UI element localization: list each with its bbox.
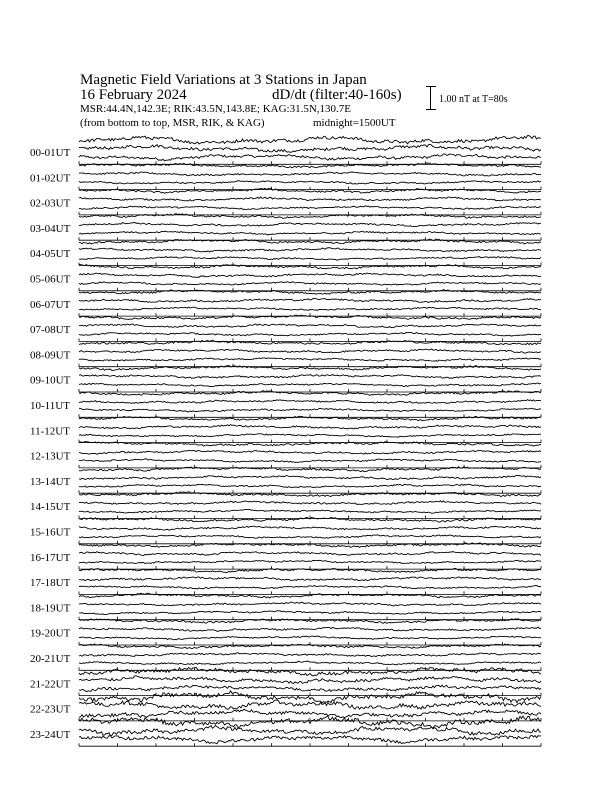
- trace-rik: [79, 400, 541, 404]
- trace-msr: [79, 181, 541, 184]
- chart-title: Magnetic Field Variations at 3 Stations in Japan: [80, 72, 367, 88]
- trace-rik: [79, 676, 541, 684]
- hour-label: 21-22UT: [30, 678, 71, 691]
- trace-rik: [79, 248, 541, 252]
- hour-label: 04-05UT: [30, 248, 71, 261]
- hour-label: 10-11UT: [30, 400, 70, 412]
- hour-label: 17-18UT: [30, 577, 71, 590]
- trace-msr: [79, 358, 541, 361]
- trace-rik: [79, 653, 541, 657]
- trace-msr: [79, 560, 541, 563]
- trace-msr: [79, 535, 541, 538]
- trace-rik: [79, 501, 541, 505]
- station-coordinates: MSR:44.4N,142.3E; RIK:43.5N,143.8E; KAG:31.5N,130.7E: [80, 103, 352, 115]
- trace-msr: [79, 332, 541, 336]
- hour-label: 12-13UT: [30, 450, 71, 463]
- trace-kag: [79, 136, 541, 144]
- trace-rik: [79, 349, 541, 353]
- trace-rik: [79, 450, 541, 454]
- trace-rik: [79, 552, 541, 556]
- trace-msr: [79, 709, 541, 718]
- hour-label: 19-20UT: [30, 627, 71, 640]
- trace-msr: [79, 282, 541, 286]
- trace-rik: [79, 273, 541, 277]
- hour-label: 15-16UT: [30, 526, 71, 539]
- trace-msr: [79, 408, 541, 412]
- trace-rik: [79, 375, 541, 379]
- trace-msr: [79, 611, 541, 615]
- trace-msr: [79, 585, 541, 588]
- midnight-note: midnight=1500UT: [313, 117, 396, 129]
- trace-msr: [79, 685, 541, 692]
- trace-rik: [79, 172, 541, 176]
- trace-rik: [79, 577, 541, 581]
- trace-rik: [79, 526, 541, 530]
- trace-rik: [79, 197, 541, 201]
- trace-msr: [79, 661, 541, 665]
- trace-msr: [79, 231, 541, 235]
- trace-rik: [79, 475, 541, 479]
- trace-rik: [79, 299, 541, 303]
- hour-label: 18-19UT: [30, 602, 71, 615]
- trace-kag: [79, 716, 541, 728]
- trace-rik: [79, 700, 541, 709]
- hour-label: 07-08UT: [30, 324, 71, 337]
- trace-msr: [79, 434, 541, 437]
- hour-label: 14-15UT: [30, 501, 71, 514]
- hour-label: 20-21UT: [30, 653, 71, 665]
- trace-rik: [79, 144, 541, 152]
- trace-rik: [79, 726, 541, 736]
- hour-label: 22-23UT: [30, 703, 71, 716]
- hour-label: 02-03UT: [30, 197, 71, 210]
- trace-rik: [79, 627, 541, 631]
- quantity-label: dD/dt (filter:40-160s): [272, 87, 402, 103]
- trace-rik: [79, 425, 541, 429]
- trace-msr: [79, 154, 541, 161]
- trace-msr: [79, 636, 541, 640]
- hour-label: 13-14UT: [30, 475, 71, 488]
- trace-msr: [79, 383, 541, 387]
- trace-msr: [79, 256, 541, 260]
- chart-date: 16 February 2024: [80, 87, 187, 103]
- trace-rik: [79, 324, 541, 328]
- trace-msr: [79, 459, 541, 463]
- hour-label: 05-06UT: [30, 273, 71, 286]
- scale-bar-label: 1.00 nT at T=80s: [439, 94, 508, 105]
- station-order-note: (from bottom to top, MSR, RIK, & KAG): [80, 117, 265, 129]
- trace-rik: [79, 602, 541, 606]
- hour-label: 00-01UT: [30, 147, 71, 159]
- hour-label: 23-24UT: [30, 728, 71, 741]
- hour-label: 06-07UT: [30, 298, 71, 311]
- trace-rik: [79, 222, 541, 226]
- trace-msr: [79, 307, 541, 310]
- hour-label: 03-04UT: [30, 222, 71, 235]
- hour-label: 09-10UT: [30, 374, 71, 387]
- trace-msr: [79, 484, 541, 487]
- trace-msr: [79, 206, 541, 210]
- trace-msr: [79, 509, 541, 513]
- trace-msr: [79, 735, 541, 743]
- hour-label: 01-02UT: [30, 172, 71, 185]
- hour-label: 08-09UT: [30, 349, 71, 362]
- hour-label: 11-12UT: [30, 425, 70, 438]
- hour-label: 16-17UT: [30, 551, 71, 564]
